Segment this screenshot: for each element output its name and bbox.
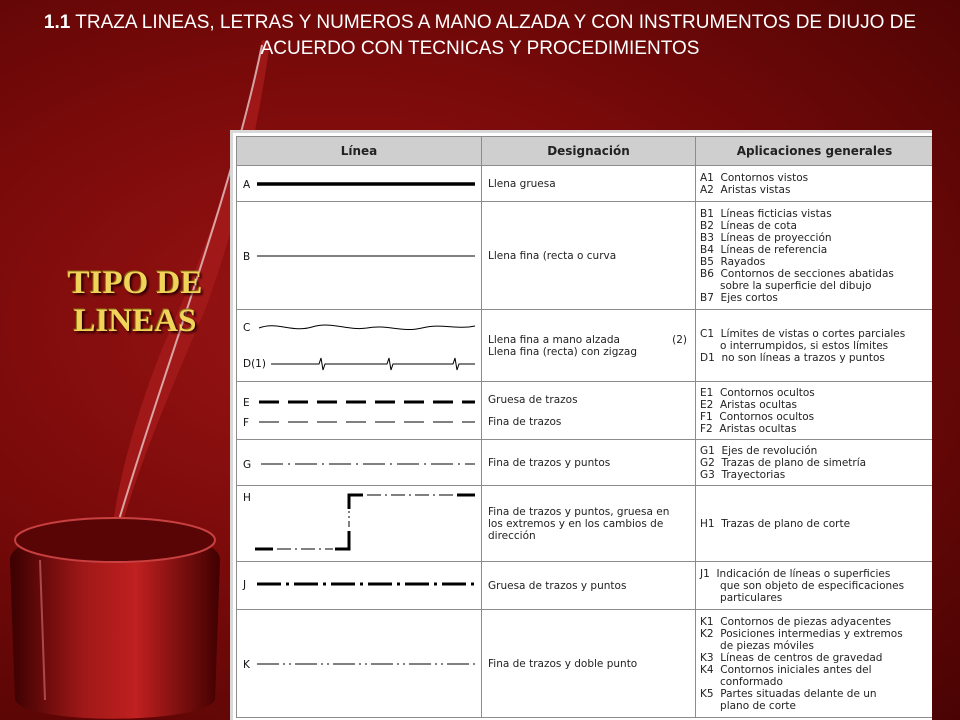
designation-b-text: Llena fina (recta o curva [488, 249, 617, 262]
line-letter-h: H [243, 491, 251, 504]
line-letter-c: C [243, 321, 251, 334]
designation-c-d [482, 310, 696, 382]
app-a2: A2 Aristas vistas [700, 183, 791, 196]
line-letter-g: G [243, 458, 252, 471]
app-b3: B3 Líneas de proyección [700, 231, 832, 244]
side-title [40, 264, 230, 340]
table-row-g [237, 440, 933, 486]
app-b6-cont: sobre la superficie del dibujo [700, 279, 872, 292]
app-b7: B7 Ejes cortos [700, 291, 778, 304]
slide-title-text: TRAZA LINEAS, LETRAS Y NUMEROS A MANO ALZADA Y CON INSTRUMENTOS DE DIUJO DE ACUERDO CON TECNICAS Y PROCEDIMIENTOS [75, 12, 917, 59]
header-linea: Línea [237, 137, 482, 166]
app-g2: G2 Trazas de plano de simetría [700, 456, 867, 469]
slide-title-number: 1.1 [43, 12, 71, 33]
designation-g-text: Fina de trazos y puntos [488, 456, 611, 469]
app-k2-cont: de piezas móviles [700, 639, 814, 652]
applications-j [696, 562, 933, 610]
applications-b [696, 202, 933, 310]
app-h1: H1 Trazas de plano de corte [700, 517, 851, 530]
table-row-k [237, 610, 933, 718]
line-sample-h [237, 486, 482, 562]
applications-c-d [696, 310, 933, 382]
line-sample-j [237, 562, 482, 610]
table-row-a [237, 166, 933, 202]
app-k5-cont: plano de corte [700, 699, 797, 712]
designation-d-text: Llena fina (recta) con zigzag [488, 345, 637, 358]
designation-k [482, 610, 696, 718]
applications-g [696, 440, 933, 486]
app-k4-cont: conformado [700, 675, 783, 688]
line-letter-k: K [243, 658, 250, 671]
line-letter-b: B [243, 250, 251, 263]
line-letter-j: J [243, 578, 247, 591]
header-aplicaciones: Aplicaciones generales [696, 137, 933, 166]
table-row-j [237, 562, 933, 610]
app-j1-cont: que son objeto de especificaciones [700, 579, 905, 592]
app-e1: E1 Contornos ocultos [700, 386, 815, 399]
app-j1-cont-2: particulares [700, 591, 783, 604]
designation-e-text: Gruesa de trazos [488, 393, 578, 406]
app-b2: B2 Líneas de cota [700, 219, 797, 232]
slide-title [0, 10, 960, 62]
designation-f-text: Fina de trazos [488, 415, 562, 428]
line-sample-b [237, 202, 482, 310]
table-row-c-d [237, 310, 933, 382]
designation-j-text: Gruesa de trazos y puntos [488, 579, 627, 592]
app-e2: E2 Aristas ocultas [700, 398, 798, 411]
table-row-h [237, 486, 933, 562]
designation-k-text: Fina de trazos y doble punto [488, 657, 638, 670]
applications-e-f [696, 382, 933, 440]
line-letter-e: E [243, 396, 250, 409]
app-f2: F2 Aristas ocultas [700, 422, 797, 435]
designation-e-f [482, 382, 696, 440]
app-b1: B1 Líneas ficticias vistas [700, 207, 832, 220]
designation-h-line-3: dirección [488, 529, 536, 542]
line-letter-a: A [243, 178, 251, 191]
line-sample-e-f [237, 382, 482, 440]
designation-h-line-2: los extremos y en los cambios de [488, 517, 664, 530]
side-title-line-2: LINEAS [73, 303, 197, 339]
inkwell-top [15, 518, 215, 562]
app-k4: K4 Contornos iniciales antes del [700, 663, 872, 676]
designation-c-text: Llena fina a mano alzada [488, 333, 620, 346]
table-header-row [237, 137, 933, 166]
table-row-b [237, 202, 933, 310]
designation-a [482, 166, 696, 202]
line-sample-g [237, 440, 482, 486]
line-types-table-panel [230, 130, 932, 720]
applications-a [696, 166, 933, 202]
app-b4: B4 Líneas de referencia [700, 243, 828, 256]
designation-a-text: Llena gruesa [488, 177, 556, 190]
app-b5: B5 Rayados [700, 255, 766, 268]
line-letter-d: D(1) [243, 357, 266, 370]
designation-j [482, 562, 696, 610]
header-designacion: Designación [482, 137, 696, 166]
designation-h-line-1: Fina de trazos y puntos, gruesa en [488, 505, 670, 518]
app-f1: F1 Contornos ocultos [700, 410, 815, 423]
app-k1: K1 Contornos de piezas adyacentes [700, 615, 892, 628]
applications-h [696, 486, 933, 562]
app-b6: B6 Contornos de secciones abatidas [700, 267, 894, 280]
app-j1: J1 Indicación de líneas o superficies [700, 567, 891, 580]
line-letter-f: F [243, 416, 250, 429]
applications-k [696, 610, 933, 718]
app-k3: K3 Líneas de centros de gravedad [700, 651, 883, 664]
line-types-table [236, 136, 932, 718]
designation-h [482, 486, 696, 562]
app-g1: G1 Ejes de revolución [700, 444, 818, 457]
designation-b [482, 202, 696, 310]
table-row-e-f [237, 382, 933, 440]
app-k5: K5 Partes situadas delante de un [700, 687, 877, 700]
designation-g [482, 440, 696, 486]
side-title-line-1: TIPO DE [67, 265, 203, 301]
app-g3: G3 Trayectorias [700, 468, 786, 481]
app-a1: A1 Contornos vistos [700, 171, 809, 184]
line-sample-c-d [237, 310, 482, 382]
designation-note: (2) [672, 334, 687, 346]
line-sample-k [237, 610, 482, 718]
app-d1: D1 no son líneas a trazos y puntos [700, 351, 885, 364]
app-c1-cont: o interrumpidos, si estos límites [700, 339, 889, 352]
line-sample-a [237, 166, 482, 202]
app-c1: C1 Límites de vistas o cortes parciales [700, 327, 906, 340]
app-k2: K2 Posiciones intermedias y extremos [700, 627, 903, 640]
